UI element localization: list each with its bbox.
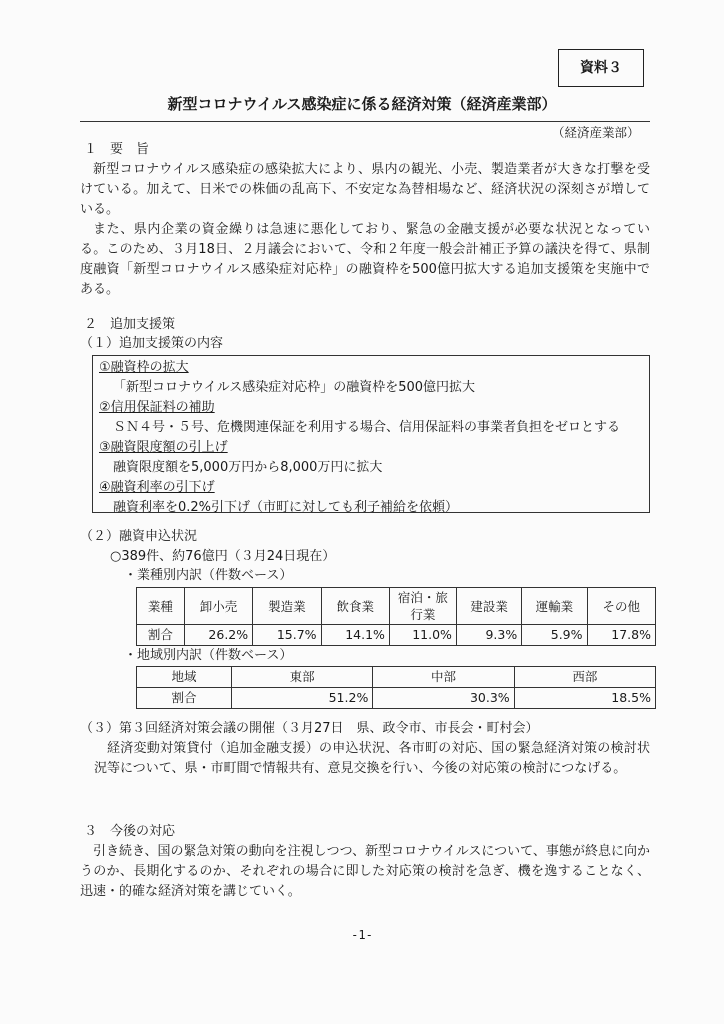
section-1-paragraph-2: また、県内企業の資金繰りは急速に悪化しており、緊急の金融支援が必要な状況となっている。このため、３月18日、２月議会において、令和２年度一般会計補正予算の議決を得て、県制度融資「新型コロナウイルス感染症対応枠」の融資枠を500億円拡大する追加支援策を実施中である。 (80, 222, 650, 297)
table-header-cell: 西部 (514, 667, 655, 688)
table-header-cell: 業種 (137, 588, 185, 625)
measure-item (99, 358, 643, 398)
department-label: （経済産業部） (552, 125, 640, 140)
section-1-body (80, 160, 650, 300)
table-cell: 17.8% (587, 625, 655, 646)
table-header-cell: 地域 (137, 667, 232, 688)
table-cell: 11.0% (389, 625, 456, 646)
title-divider (80, 121, 650, 122)
table-cell: 26.2% (184, 625, 252, 646)
document-label: 資料３ (558, 49, 644, 87)
table-header-cell: 中部 (373, 667, 514, 688)
application-summary: ○389件、約76億円（３月24日現在） (110, 549, 336, 564)
section-1-paragraph-1: 新型コロナウイルス感染症の感染拡大により、県内の観光、小売、製造業者が大きな打撃を受けている。加えて、日米での株価の乱高下、不安定な為替相場など、経済状況の深刻さが増している。 (80, 162, 650, 217)
table-row-label: 割合 (137, 688, 232, 709)
table-cell: 51.2% (232, 688, 373, 709)
measure-item (99, 478, 643, 518)
table-cell: 9.3% (456, 625, 521, 646)
subsection-1-heading: （１）追加支援策の内容 (80, 336, 224, 351)
subsection-3-text: 経済変動対策貸付（追加金融支援）の申込状況、各市町の対応、国の緊急経済対策の検討状況等について、県・市町間で情報共有、意見交換を行い、今後の対応策の検討につなげる。 (94, 741, 650, 776)
measure-heading: ①融資枠の拡大 (99, 360, 189, 375)
measure-body: ＳＮ４号・５号、危機関連保証を利用する場合、信用保証料の事業者負担をゼロとする (113, 420, 621, 435)
table-cell: 30.3% (373, 688, 514, 709)
table-row-label: 割合 (137, 625, 185, 646)
industry-breakdown-table (136, 587, 656, 646)
measure-body: 「新型コロナウイルス感染症対応枠」の融資枠を500億円拡大 (113, 380, 476, 395)
table-header-cell: 製造業 (253, 588, 321, 625)
support-measures-box (92, 355, 650, 513)
page-number: -1- (351, 928, 373, 942)
table-header-cell: 運輸業 (522, 588, 587, 625)
subsection-2-heading: （２）融資申込状況 (80, 529, 198, 544)
measure-heading: ②信用保証料の補助 (99, 400, 215, 415)
section-3-text: 引き続き、国の緊急対策の動向を注視しつつ、新型コロナウイルスについて、事態が終息に向かうのか、長期化するのか、それぞれの場合に即した対応策の検討を急ぎ、機を逸することなく、迅速・的確な経済対策を講じていく。 (80, 844, 650, 899)
subsection-3-body (94, 739, 650, 779)
measure-body: 融資限度額を5,000万円から8,000万円に拡大 (113, 460, 383, 475)
region-breakdown-title: ・地域別内訳（件数ベース） (124, 648, 293, 663)
table-cell: 15.7% (253, 625, 321, 646)
subsection-3-heading: （３）第３回経済対策会議の開催（３月27日 県、政令市、市長会・町村会） (80, 721, 539, 736)
measure-heading: ④融資利率の引下げ (99, 480, 215, 495)
table-row (137, 688, 656, 709)
table-cell: 14.1% (321, 625, 389, 646)
measure-heading: ③融資限度額の引上げ (99, 440, 228, 455)
measure-body: 融資利率を0.2%引下げ（市町に対しても利子補給を依頼） (113, 500, 459, 515)
table-cell: 18.5% (514, 688, 655, 709)
table-header-cell: その他 (587, 588, 655, 625)
section-3-body (80, 842, 650, 902)
table-header-row (137, 667, 656, 688)
page-title: 新型コロナウイルス感染症に係る経済対策（経済産業部） (167, 95, 557, 113)
table-header-cell: 宿泊・旅行業 (389, 588, 456, 625)
table-header-cell: 卸小売 (184, 588, 252, 625)
region-breakdown-table (136, 666, 656, 709)
section-1-heading: １ 要 旨 (84, 142, 150, 157)
industry-breakdown-title: ・業種別内訳（件数ベース） (124, 568, 293, 583)
table-row (137, 625, 656, 646)
table-cell: 5.9% (522, 625, 587, 646)
table-header-cell: 建設業 (456, 588, 521, 625)
section-3-heading: ３ 今後の対応 (84, 824, 176, 839)
table-header-cell: 飲食業 (321, 588, 389, 625)
table-header-row (137, 588, 656, 625)
section-2-heading: ２ 追加支援策 (84, 317, 176, 332)
measure-item (99, 398, 643, 438)
table-header-cell: 東部 (232, 667, 373, 688)
measure-item (99, 438, 643, 478)
